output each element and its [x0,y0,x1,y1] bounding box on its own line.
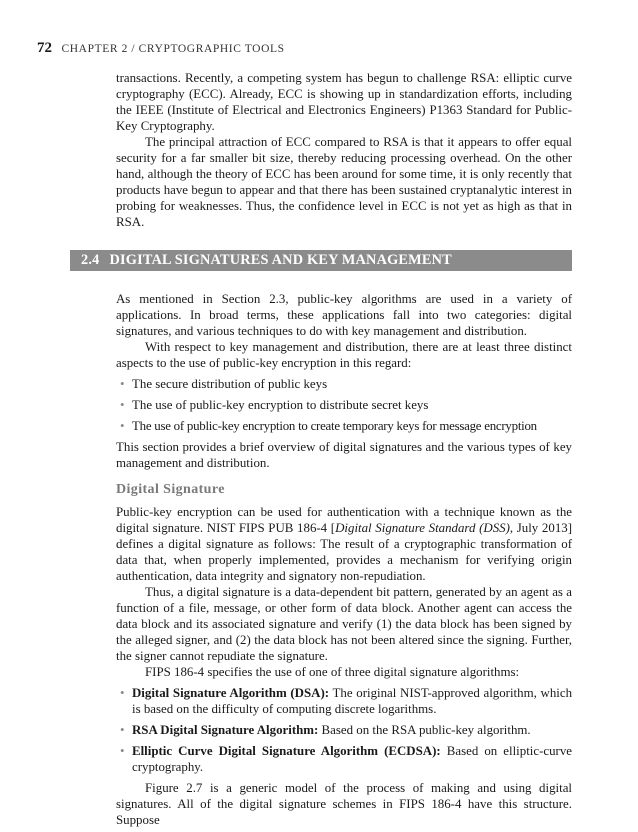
bullet-icon: • [120,398,125,412]
list-item: • RSA Digital Signature Algorithm: Based on the RSA public-key algorithm. [120,723,531,737]
ds-paragraph-2: Thus, a digital signature is a data-dependent bit pattern, generated by an agent as a function of a file, message, or other form of data block. Another agent can access the data block and its associated signature and verify (1) the data block has been signed by the alleged signer, and (2) the data block has not been altered since the signing. Further, the signer cannot repudiate the signature. [116,585,572,663]
list-item: • Elliptic Curve Digital Signature Algorithm (ECDSA): Based on elliptic-curve cryptography. [120,744,573,774]
bullet-icon: • [120,723,125,737]
bullet-icon: • [120,419,125,433]
bullet-icon: • [120,744,125,758]
section-number: 2.4 [81,252,100,268]
list-item: • Digital Signature Algorithm (DSA): The original NIST-approved algorithm, which is based on the difficulty of computing discrete logarithms. [120,686,573,716]
section-body [116,291,572,828]
list-item: • The use of public-key encryption to distribute secret keys [120,398,429,412]
section-heading [81,252,452,269]
key-management-list [116,376,572,434]
intro-paragraph-2: The principal attraction of ECC compared to RSA is that it appears to offer equal security for a far smaller bit size, thereby reducing processing overhead. On the other hand, although the theory of ECC has been around for some time, it is only recently that products have begun to appear and that there has been sustained cryptanalytic interest in probing for weaknesses. Thus, the confidence level in ECC is not yet as high as that in RSA. [116,135,572,229]
chapter-title: CHAPTER 2 / CRYPTOGRAPHIC TOOLS [61,43,285,55]
ds-paragraph-4: Figure 2.7 is a generic model of the process of making and using digital signatures. All of the digital signature schemes in FIPS 186-4 have this structure. Suppose [116,781,572,827]
bullet-icon: • [120,686,125,700]
list-item: • The secure distribution of public keys [120,377,328,391]
section-paragraph-2: With respect to key management and distribution, there are at least three distinct aspects to the use of public-key encryption in this regard: [116,340,572,370]
list-item: • The use of public-key encryption to create temporary keys for message encryption [120,419,537,433]
citation-title: Digital Signature Standard (DSS) [335,521,510,535]
ds-paragraph-1: Public-key encryption can be used for authentication with a technique known as the digital signature. NIST FIPS PUB 186-4 [Digital Signature Standard (DSS), July 2013] defines a digital signature as follows: The result of a cryptographic transformation of data that, when properly implemented, provides a mechanism for verifying origin authentication, data integrity and signatory non-repudiation. [116,505,573,583]
section-paragraph-1: As mentioned in Section 2.3, public-key algorithms are used in a variety of applications. In broad terms, these applications fall into two categories: digital signatures, and various techniques to do with key management and distribution. [116,292,572,338]
intro-text [116,70,572,230]
algorithm-list [116,685,572,775]
ds-paragraph-3: FIPS 186-4 specifies the use of one of three digital signature algorithms: [145,665,520,679]
algorithm-term: RSA Digital Signature Algorithm: [132,723,319,737]
section-heading-bar [70,250,572,271]
section-paragraph-3: This section provides a brief overview of digital signatures and the various types of key management and distribution. [116,440,572,470]
subsection-heading: Digital Signature [116,482,225,497]
algorithm-term: Elliptic Curve Digital Signature Algorithm (ECDSA): [132,744,441,758]
page-number: 72 [37,40,52,56]
algorithm-term: Digital Signature Algorithm (DSA): [132,686,330,700]
section-title: DIGITAL SIGNATURES AND KEY MANAGEMENT [109,252,452,268]
running-head [37,40,285,57]
bullet-icon: • [120,377,125,391]
intro-paragraph-1: transactions. Recently, a competing system has begun to challenge RSA: elliptic curve cryptography (ECC). Already, ECC is showing up in standardization efforts, including the IEEE (Institute of Electrical and Electronics Engineers) P1363 Standard for Public-Key Cryptography. [116,71,572,133]
